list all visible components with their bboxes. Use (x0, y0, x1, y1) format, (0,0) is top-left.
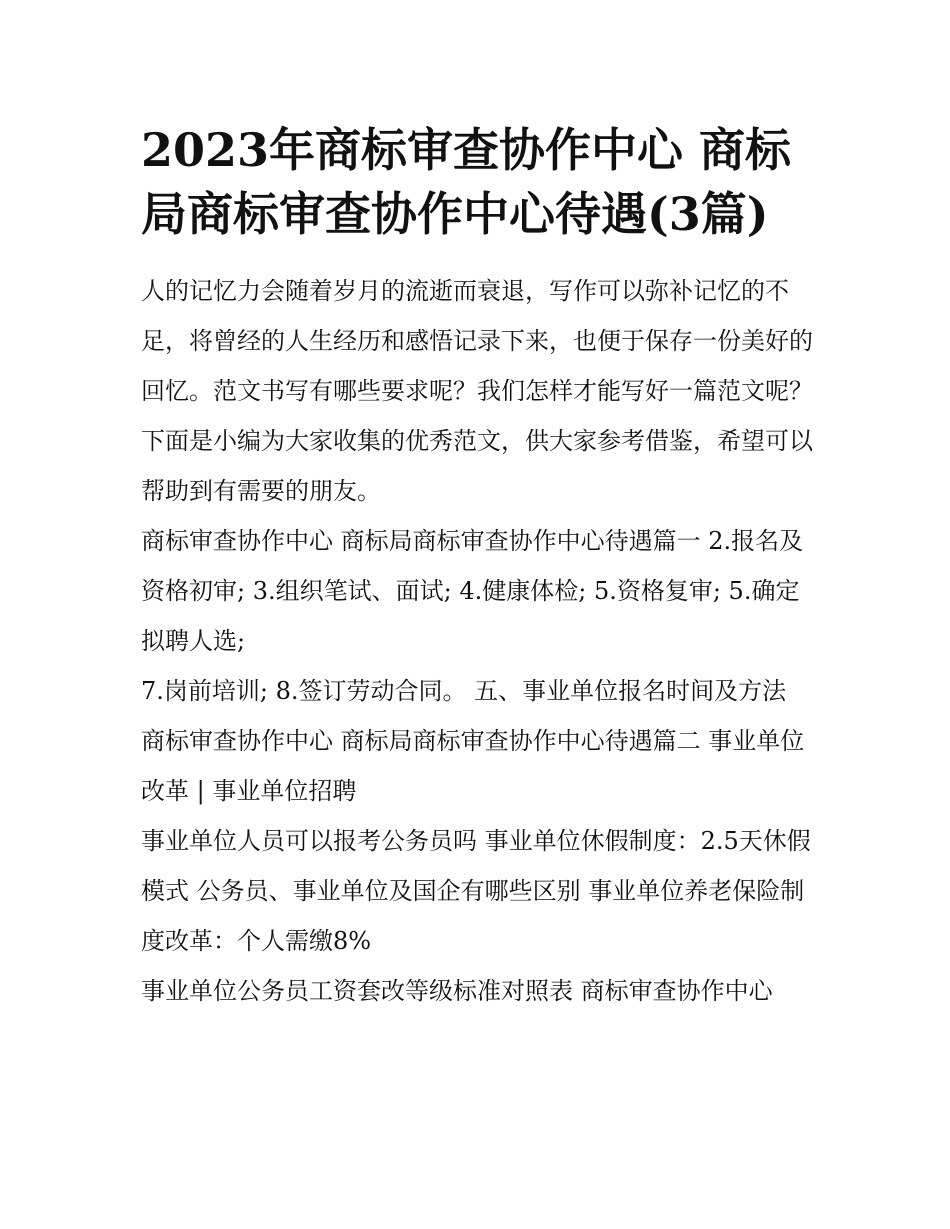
intro-paragraph: 人的记忆力会随着岁月的流逝而衰退，写作可以弥补记忆的不足，将曾经的人生经历和感悟记录下来，也便于保存一份美好的回忆。范文书写有哪些要求呢？我们怎样才能写好一篇范文呢？下面是小编为大家收集的优秀范文，供大家参考借鉴，希望可以帮助到有需要的朋友。 (141, 277, 813, 505)
body-paragraph: 商标审查协作中心 商标局商标审查协作中心待遇篇一 2.报名及资格初审; 3.组织笔试、面试; 4.健康体检; 5.资格复审; 5.确定拟聘人选; (141, 527, 804, 655)
body-paragraph: 事业单位人员可以报考公务员吗 事业单位休假制度：2.5天休假模式 公务员、事业单位及国企有哪些区别 事业单位养老保险制度改革：个人需缴8% (141, 827, 811, 955)
body-paragraph: 7.岗前培训; 8.签订劳动合同。 五、事业单位报名时间及方法 (141, 677, 787, 705)
document-body (141, 118, 821, 1016)
body-paragraph: 事业单位公务员工资套改等级标准对照表 商标审查协作中心 (141, 977, 773, 1005)
document-title: 2023年商标审查协作中心 商标局商标审查协作中心待遇(3篇) (141, 123, 792, 241)
body-paragraph: 商标审查协作中心 商标局商标审查协作中心待遇篇二 事业单位改革 | 事业单位招聘 (141, 727, 805, 805)
